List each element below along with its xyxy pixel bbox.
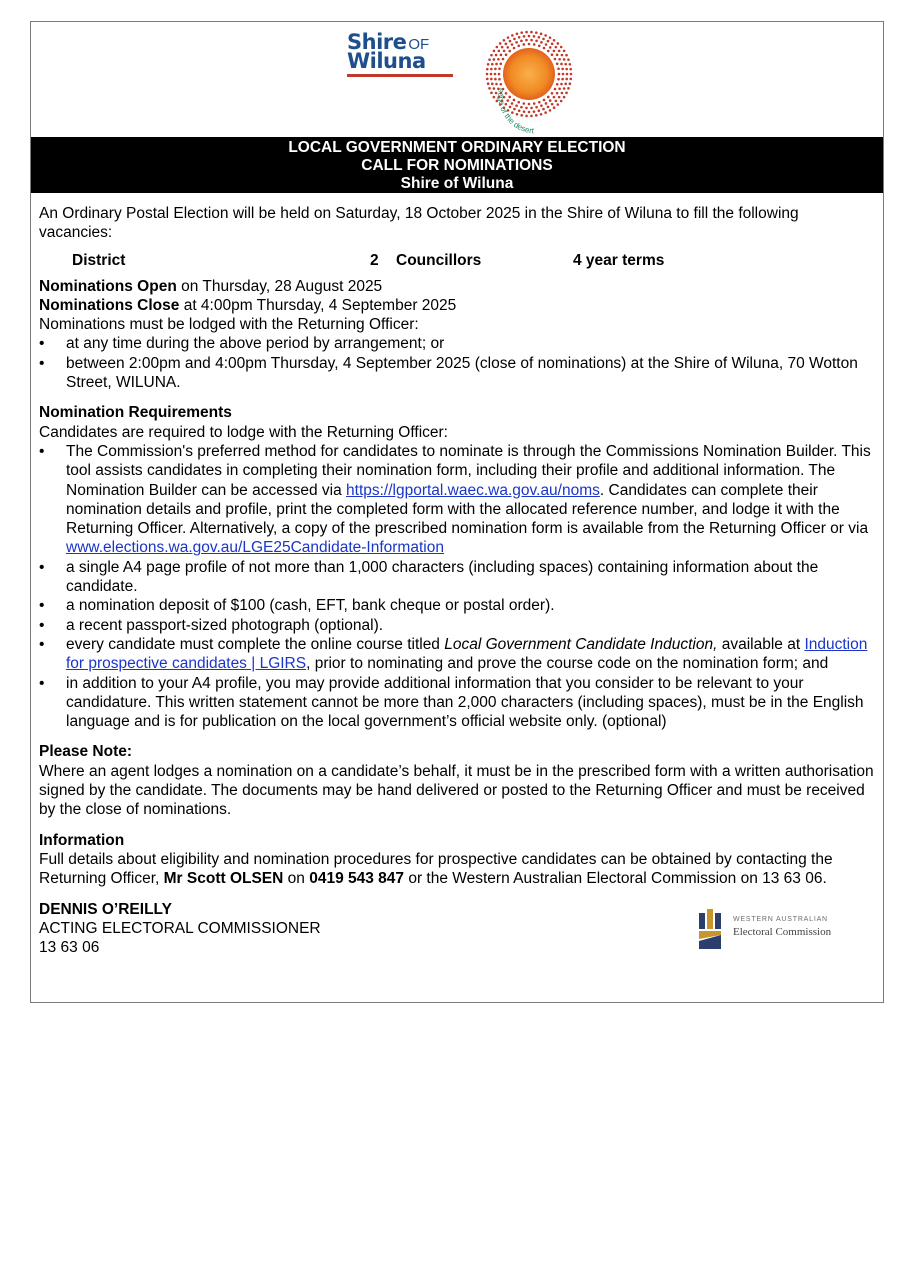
sun-dot: [497, 58, 500, 61]
sun-dot: [513, 108, 516, 111]
sun-dot: [563, 96, 566, 99]
sun-dot: [549, 46, 552, 49]
sun-dot: [498, 78, 501, 81]
sun-dot: [530, 31, 533, 34]
sun-dot: [565, 78, 568, 81]
sun-dot: [569, 82, 572, 85]
banner-line-2: CALL FOR NOMINATIONS: [361, 157, 553, 174]
sun-dot: [556, 92, 559, 95]
signoff-title: ACTING ELECTORAL COMMISSIONER: [39, 919, 321, 937]
requirements-list: [39, 442, 875, 731]
sun-dot: [499, 42, 502, 45]
sun-dot: [486, 73, 489, 76]
sun-dot: [542, 38, 545, 41]
sun-dot: [561, 68, 564, 71]
sun-dot: [565, 68, 568, 71]
sun-dot: [540, 104, 543, 107]
sun-dot: [565, 92, 568, 95]
sun-dot: [530, 39, 533, 42]
sun-dot: [549, 36, 552, 39]
sun-dot: [488, 87, 491, 90]
sun-dot: [543, 99, 546, 102]
list-item: • a recent passport-sized photograph (optional).: [39, 616, 384, 634]
sun-dot: [488, 58, 491, 61]
sun-dot: [513, 38, 516, 41]
sun-dot: [542, 108, 545, 111]
sun-dot: [528, 103, 531, 106]
notice-body: [31, 193, 883, 957]
sun-dot: [562, 73, 565, 76]
banner-line-3: Shire of Wiluna: [400, 175, 514, 192]
sun-dot: [520, 40, 523, 43]
sun-dot: [525, 115, 528, 118]
sun-dot: [525, 39, 528, 42]
sun-dot: [545, 102, 548, 105]
sun-dot: [495, 83, 498, 86]
sun-dot: [507, 36, 510, 39]
sun-dot: [570, 73, 573, 76]
sun-dot: [491, 63, 494, 66]
nominations-open: Nominations Open on Thursday, 28 August 2025: [39, 277, 383, 295]
sun-dot: [508, 96, 511, 99]
sun-dot: [547, 40, 550, 43]
sun-dot: [516, 32, 519, 35]
sun-dot: [493, 96, 496, 99]
sun-dot: [494, 68, 497, 71]
lodge-list: [39, 334, 875, 392]
sun-dot: [494, 78, 497, 81]
sun-dot: [554, 58, 557, 61]
induction-link[interactable]: Induction for prospective candidates | LGIRS: [66, 635, 868, 673]
sun-dot: [551, 103, 554, 106]
sun-dot: [502, 58, 505, 61]
sun-dot: [520, 106, 523, 109]
sun-dot: [554, 88, 557, 91]
sun-dot: [544, 111, 547, 114]
sun-dot: [518, 36, 521, 39]
vacancy-role: Councillors: [396, 251, 482, 269]
signoff-phone: 13 63 06: [39, 939, 100, 957]
requirements-heading: Nomination Requirements: [39, 404, 232, 422]
list-item: • a nomination deposit of $100 (cash, EFT, bank cheque or postal order).: [39, 597, 555, 615]
tagline-text: edge of the desert: [496, 87, 535, 136]
sun-dot: [522, 43, 525, 46]
sun-dot: [538, 109, 541, 112]
sun-dot: [505, 43, 508, 46]
sun-dot: [557, 67, 560, 70]
sun-dot: [511, 34, 514, 37]
sun-dot: [487, 63, 490, 66]
sun-dot: [549, 109, 552, 112]
sun-dot: [496, 46, 499, 49]
waec-emblem-icon: [697, 909, 727, 951]
sun-dot: [501, 46, 504, 49]
list-item: • in addition to your A4 profile, you may provide additional information that you consider to be relevant to your candidature. This written statement cannot be more than 2,000 characters (including spaces), must be in the English language and is for publication on the local government’s official website only. (optional): [39, 674, 864, 731]
information-heading: Information: [39, 831, 125, 849]
sun-dot: [547, 50, 550, 53]
sun-dot: [569, 78, 572, 81]
sun-dot: [490, 54, 493, 57]
sun-dot: [535, 31, 538, 34]
sun-dot: [567, 87, 570, 90]
waec-text-top: WESTERN AUSTRALIAN: [733, 916, 828, 923]
sun-dot: [513, 47, 516, 50]
sun-emblem-icon: [469, 30, 589, 136]
sun-dot: [557, 103, 560, 106]
sun-dot: [495, 54, 498, 57]
sun-dot: [505, 53, 508, 56]
sun-dot: [525, 107, 528, 110]
sun-dot: [557, 42, 560, 45]
shire-word: Shire: [347, 30, 407, 54]
sun-dot: [561, 92, 564, 95]
logo-underline: [347, 74, 453, 77]
sun-dot: [538, 101, 541, 104]
sun-dot: [535, 40, 538, 43]
sun-dot: [569, 63, 572, 66]
sun-dot: [493, 58, 496, 61]
sun-core: [503, 48, 555, 100]
sun-dot: [491, 83, 494, 86]
sun-dot: [558, 58, 561, 61]
sun-dot: [556, 83, 559, 86]
sun-dot: [509, 106, 512, 109]
sun-dot: [528, 111, 531, 114]
sun-dot: [515, 41, 518, 44]
sun-dot: [561, 54, 564, 57]
sun-dot: [493, 87, 496, 90]
sun-dot: [490, 92, 493, 95]
nominations-close: Nominations Close at 4:00pm Thursday, 4 September 2025: [39, 296, 457, 314]
sun-dot: [543, 47, 546, 50]
sun-dot: [547, 96, 550, 99]
sun-dot: [553, 39, 556, 42]
sun-dot: [533, 35, 536, 38]
sun-dot: [508, 50, 511, 53]
sun-dot: [503, 50, 506, 53]
sun-dot: [515, 104, 518, 107]
sun-dot: [507, 99, 510, 102]
sun-dot: [493, 50, 496, 53]
notice-frame: [30, 21, 884, 1003]
sun-dot: [511, 111, 514, 114]
waec-text-bottom: Electoral Commission: [733, 926, 832, 938]
sun-dot: [561, 78, 564, 81]
sun-dot: [544, 34, 547, 37]
sun-dot: [564, 63, 567, 66]
sun-dot: [523, 110, 526, 113]
sun-dot: [523, 35, 526, 38]
sun-dot: [553, 50, 556, 53]
sun-dot: [528, 35, 531, 38]
sun-dot: [540, 32, 543, 35]
sun-dot: [549, 99, 552, 102]
note-text: Where an agent lodges a nomination on a candidate’s behalf, it must be in the prescribed form with a written authorisation signed by the candidate. The documents may be hand delivered or posted to the Returning Officer and must be received by the close of nominations.: [39, 762, 874, 819]
candidate-information-link[interactable]: www.elections.wa.gov.au/LGE25Candidate-Information: [66, 539, 444, 557]
sun-dot: [530, 107, 533, 110]
lodge-text: Nominations must be lodged with the Returning Officer:: [39, 316, 419, 334]
signoff-name: DENNIS O’REILLY: [39, 900, 172, 918]
sun-dot: [564, 83, 567, 86]
sun-dot: [555, 46, 558, 49]
sun-dot: [558, 73, 561, 76]
sun-dot: [547, 106, 550, 109]
wiluna-word: Wiluna: [347, 49, 426, 73]
shire-wordmark: [347, 32, 453, 77]
sun-dot: [490, 78, 493, 81]
sun-dot: [563, 87, 566, 90]
sun-dot: [490, 73, 493, 76]
sun-dot: [538, 36, 541, 39]
sun-dot: [498, 50, 501, 53]
sun-dot: [553, 96, 556, 99]
sun-dot: [567, 58, 570, 61]
sun-dot: [494, 73, 497, 76]
waec-logo: [697, 907, 837, 951]
shire-logo: [31, 22, 883, 137]
sun-dot: [500, 83, 503, 86]
sun-dot: [560, 46, 563, 49]
sun-dot: [553, 106, 556, 109]
requirements-intro: Candidates are required to lodge with the Returning Officer:: [39, 423, 448, 441]
sun-dot: [495, 63, 498, 66]
list-item: • every candidate must complete the online course titled Local Government Candidate Induction, available at Induction for prospective candidates | LGIRS, prior to nominating and prove the course code on the nomination form; and: [39, 635, 868, 673]
sun-dot: [551, 53, 554, 56]
sun-dot: [558, 87, 561, 90]
sun-dot: [569, 68, 572, 71]
sun-dot: [565, 54, 568, 57]
sun-dot: [498, 67, 501, 70]
sun-dot: [507, 46, 510, 49]
sun-dot: [551, 92, 554, 95]
sun-dot: [525, 31, 528, 34]
sun-dot: [563, 50, 566, 53]
sun-dot: [500, 54, 503, 57]
sun-dot: [560, 63, 563, 66]
sun-dot: [503, 39, 506, 42]
sun-dot: [538, 45, 541, 48]
sun-dot: [511, 102, 514, 105]
sun-dot: [533, 43, 536, 46]
sun-dot: [533, 102, 536, 105]
sun-dot: [498, 73, 501, 76]
sun-dot: [486, 78, 489, 81]
sun-dot: [518, 109, 521, 112]
intro-paragraph: An Ordinary Postal Election will be held on Saturday, 18 October 2025 in the Shire of Wiluna to fill the following vacancies:: [39, 205, 799, 242]
sun-dot: [535, 106, 538, 109]
sun-dot: [551, 43, 554, 46]
sun-dot: [535, 114, 538, 117]
list-item: • a single A4 page profile of not more than 1,000 characters (including spaces) containing information about the candidate.: [39, 558, 819, 596]
sun-dot: [522, 102, 525, 105]
note-heading: Please Note:: [39, 743, 133, 761]
vacancy-count: 2: [370, 251, 379, 269]
sun-dot: [487, 82, 490, 85]
information-text: Full details about eligibility and nomination procedures for prospective candidates can be obtained by contacting the Returning Officer, Mr Scott OLSEN on 0419 543 847 or the Western Australian Electoral Commission on 13 63 06.: [39, 850, 833, 888]
vacancy-term: 4 year terms: [573, 251, 665, 269]
sun-dot: [560, 100, 563, 103]
sun-dot: [560, 83, 563, 86]
list-item: • between 2:00pm and 4:00pm Thursday, 4 September 2025 (close of nominations) at the Shire of Wiluna, 70 Wotton Street, WILUNA.: [39, 354, 858, 392]
sun-dot: [517, 45, 520, 48]
sun-dot: [509, 40, 512, 43]
sun-dot: [557, 78, 560, 81]
sun-dot: [520, 31, 523, 34]
sun-dot: [533, 110, 536, 113]
sun-dot: [563, 58, 566, 61]
sun-dot: [530, 115, 533, 118]
list-item: • at any time during the above period by arrangement; or: [39, 335, 445, 353]
sun-dot: [516, 113, 519, 116]
vacancy-row: [39, 251, 875, 271]
sun-dot: [528, 43, 531, 46]
title-banner: [31, 137, 883, 193]
sun-dot: [556, 54, 559, 57]
sun-dot: [511, 43, 514, 46]
sun-dot: [490, 68, 493, 71]
vacancy-district: District: [72, 251, 126, 269]
sun-dot: [513, 99, 516, 102]
sun-dot: [486, 68, 489, 71]
sun-dot: [558, 96, 561, 99]
of-word: OF: [408, 36, 430, 53]
sun-dot: [540, 113, 543, 116]
sun-dot: [500, 62, 503, 65]
sun-dot: [540, 41, 543, 44]
nomination-builder-link[interactable]: https://lgportal.waec.wa.gov.au/noms: [346, 481, 600, 499]
sun-dot: [556, 62, 559, 65]
sun-dot: [566, 73, 569, 76]
sun-dot: [517, 101, 520, 104]
sun-dot: [555, 100, 558, 103]
sun-dot: [558, 50, 561, 53]
sun-dot: [545, 43, 548, 46]
list-item: • The Commission's preferred method for candidates to nominate is through the Commissions Nomination Builder. This tool assists candidates in completing their nomination form, including their profile and additional information. The Nomination Builder can be accessed via https://lgportal.waec.wa.gov.au/noms. Candidates can complete their nomination details and profile, print the completed form with the allocated reference number, and lodge it with the Returning Officer. Alternatively, a copy of the prescribed nomination form is available from the Returning Officer or via www.elections.wa.gov.au/LGE25Candidate-Information: [39, 442, 871, 557]
sun-dot: [520, 114, 523, 117]
banner-line-1: LOCAL GOVERNMENT ORDINARY ELECTION: [288, 139, 626, 156]
